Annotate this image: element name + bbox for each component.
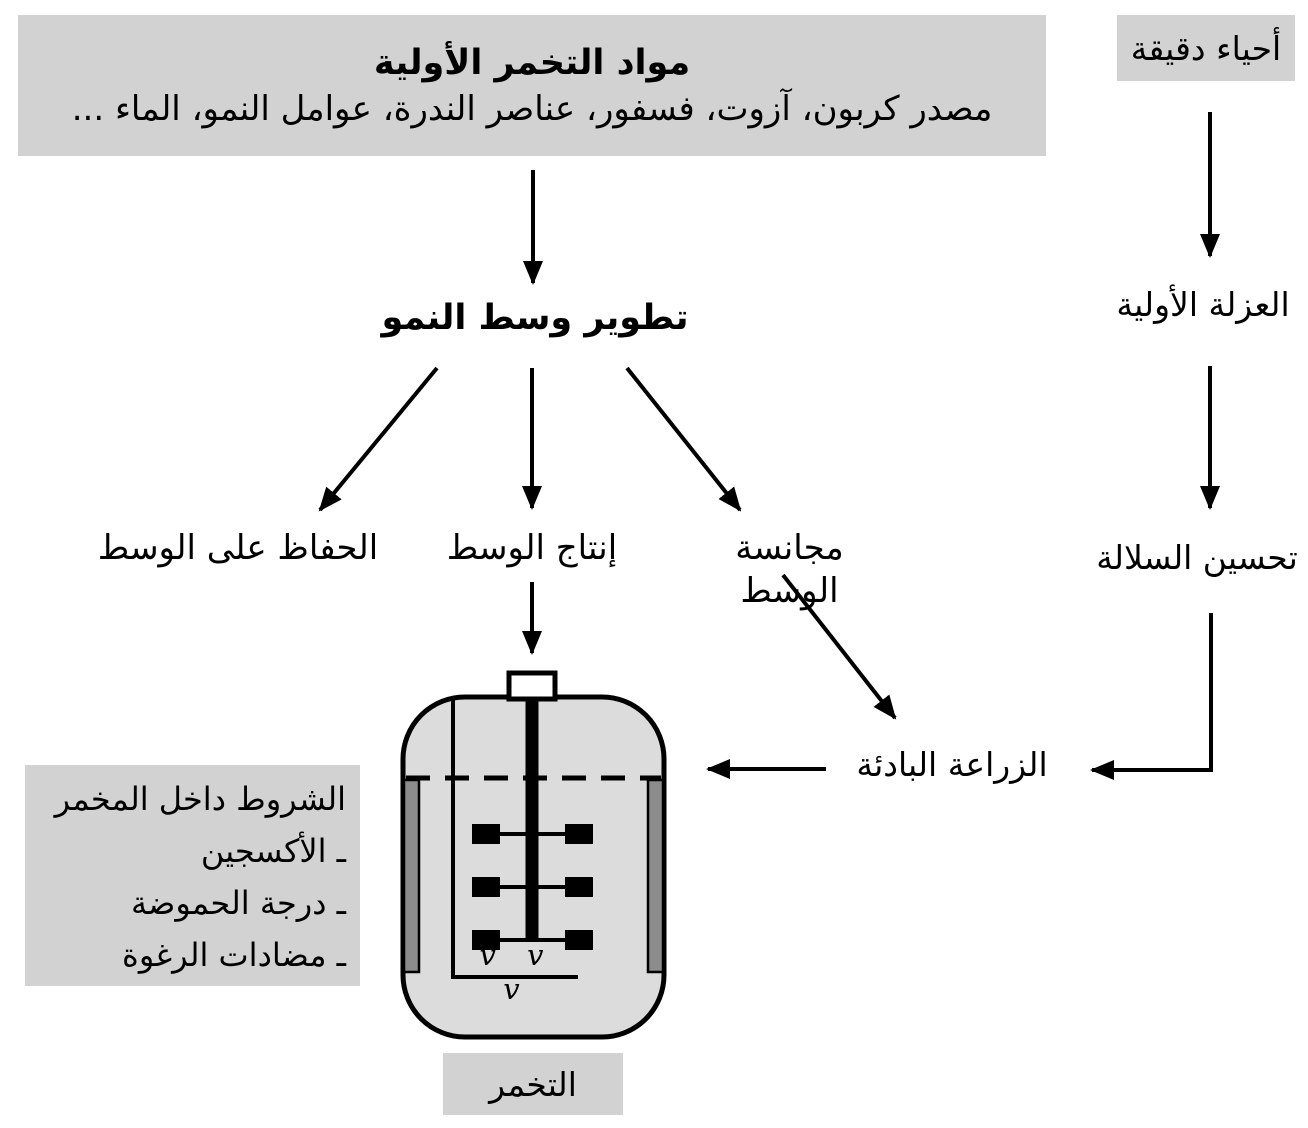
condition-item-ph: ـ درجة الحموضة <box>130 884 346 922</box>
right-baffle <box>648 780 663 972</box>
arrow-develop-to-homogenize <box>627 368 740 510</box>
primary-isolation-label: العزلة الأولية <box>1116 285 1290 324</box>
conditions-title: الشروط داخل المخمر <box>54 780 346 818</box>
fermenter-conditions-box <box>25 765 360 986</box>
arrow-develop-to-preserve <box>320 368 437 510</box>
fermentation-label-box: التخمر <box>443 1053 623 1115</box>
microorganisms-box: أحياء دقيقة <box>1117 15 1295 81</box>
materials-box <box>18 15 1046 156</box>
left-baffle <box>404 780 419 972</box>
preserve-medium-label: الحفاظ على الوسط <box>97 528 379 568</box>
condition-item-oxygen: ـ الأكسجين <box>200 832 346 870</box>
homogenize-medium-label: مجانسة الوسط <box>735 528 844 611</box>
strain-improvement-label: تحسين السلالة <box>1096 538 1298 577</box>
produce-medium-label: إنتاج الوسط <box>446 528 618 568</box>
materials-subtitle: مصدر كربون، آزوت، فسفور، عناصر الندرة، عوامل النمو، الماء ... <box>71 88 993 129</box>
condition-item-antifoam: ـ مضادات الرغوة <box>122 936 346 974</box>
materials-title: مواد التخمر الأولية <box>373 42 691 83</box>
starter-culture-label: الزراعة البادئة <box>856 745 1048 784</box>
develop-medium-label: تطوير وسط النمو <box>381 298 689 338</box>
arrow-strain-to-starter <box>1092 613 1211 770</box>
air-bubbles-marks: v v v <box>479 938 555 1006</box>
vessel-top-port <box>509 673 555 699</box>
